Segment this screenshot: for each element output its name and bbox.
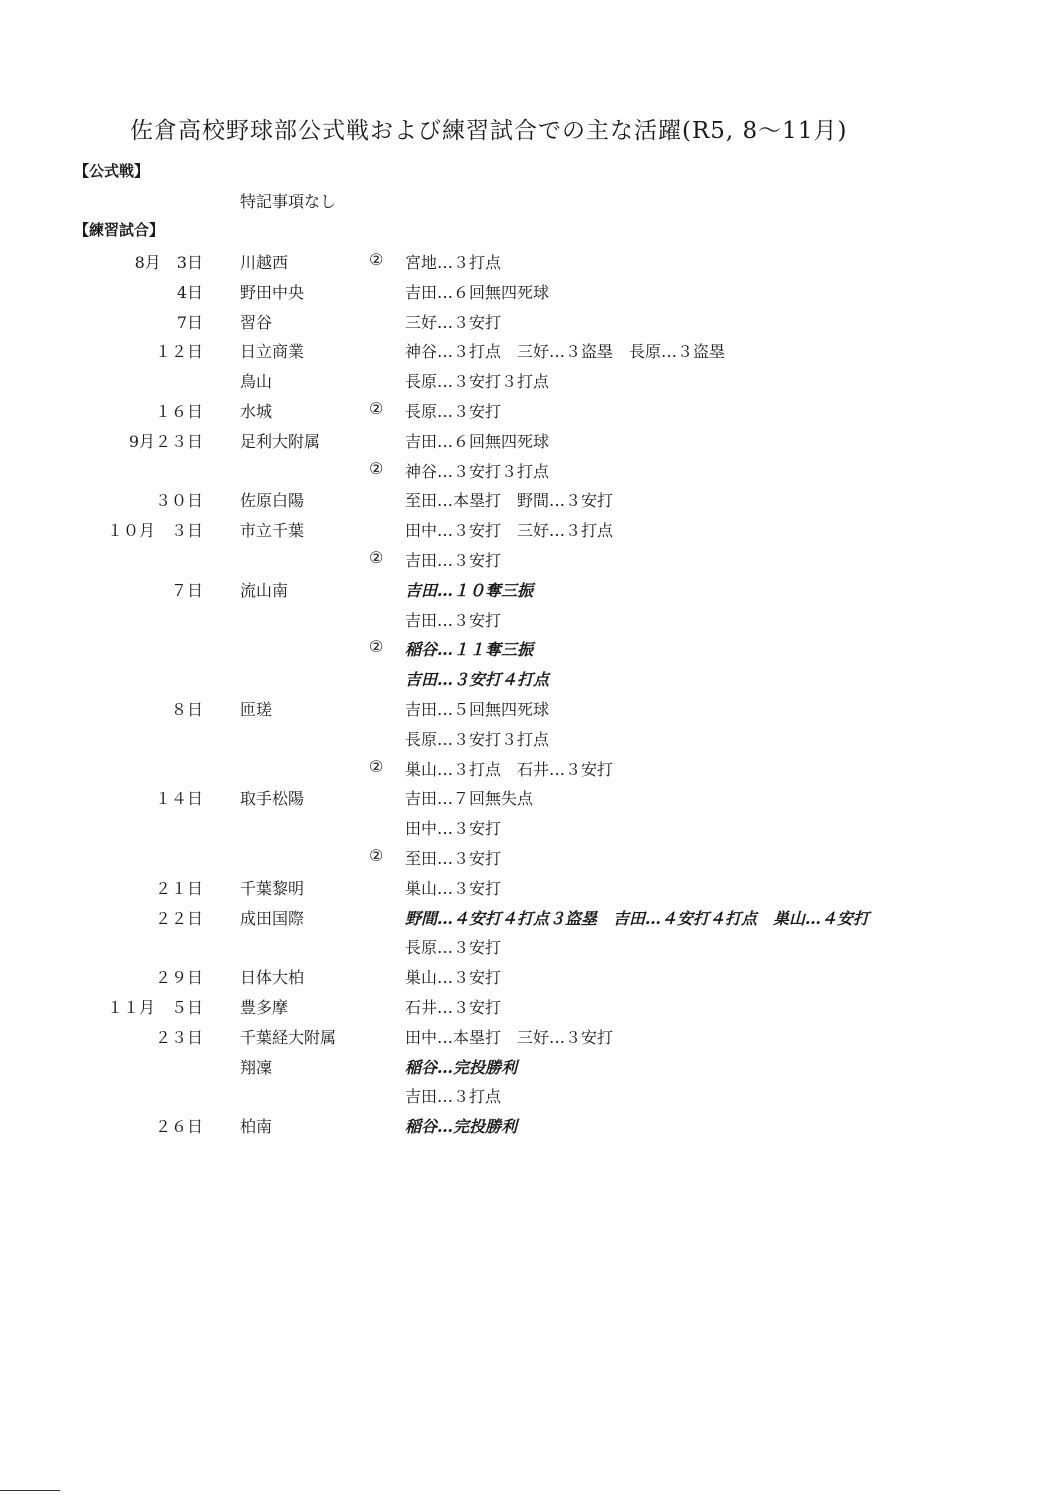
practice-game-row [0,278,1058,308]
practice-opponent: 習谷 [240,312,273,332]
practice-date: ３０日 [154,491,203,511]
practice-game-row [0,457,1058,487]
practice-opponent: 豊多摩 [240,997,289,1017]
practice-opponent: 匝瑳 [240,699,273,719]
practice-game-number: ② [369,756,384,776]
practice-date: ２２日 [154,908,203,928]
practice-highlights: 至田…本塁打 野間…３安打 [405,491,614,511]
practice-date: １６日 [154,401,203,421]
practice-opponent: 野田中央 [240,282,305,302]
practice-game-row [0,397,1058,427]
practice-game-row [0,1112,1058,1142]
practice-game-number: ② [369,250,384,269]
practice-game-row [0,963,1058,993]
practice-date: ２３日 [154,1027,203,1047]
practice-highlights: 長原…３安打３打点 [405,729,550,749]
practice-game-row [0,308,1058,338]
practice-highlights: 神谷…３安打３打点 [405,461,550,481]
practice-game-row [0,844,1058,874]
practice-game-row [0,606,1058,636]
practice-highlights: 吉田…１０奪三振 [405,580,534,600]
practice-date: 7日 [176,312,203,332]
practice-date: ２９日 [154,968,203,988]
practice-highlights: 吉田…５回無四死球 [405,699,550,719]
practice-opponent: 川越西 [240,253,289,272]
practice-game-row [0,248,1058,278]
practice-game-row [0,725,1058,755]
scan-edge-line [0,1490,60,1491]
practice-highlights: 長原…３安打３打点 [405,372,550,392]
practice-game-row [0,784,1058,814]
practice-game-row [0,933,1058,963]
practice-opponent: 千葉黎明 [240,878,305,898]
practice-game-row [0,1053,1058,1083]
practice-highlights: 巣山…３安打 [405,878,502,898]
practice-opponent: 翔凜 [240,1057,273,1077]
practice-highlights: 吉田…３安打４打点 [405,670,550,690]
practice-highlights: 吉田…６回無四死球 [405,282,550,302]
practice-game-row [0,546,1058,576]
practice-game-number: ② [369,845,384,865]
practice-highlights: 巣山…３打点 石井…３安打 [405,759,614,779]
practice-highlights: 稲谷…完投勝利 [405,1117,518,1137]
practice-highlights: 三好…３安打 [405,312,502,332]
practice-highlights: 巣山…３安打 [405,968,502,988]
practice-highlights: 田中…３安打 三好…３打点 [405,521,614,541]
official-games-heading: 【公式戦】 [74,162,150,180]
official-games-note: 特記事項なし [240,192,337,211]
practice-game-row [0,874,1058,904]
practice-opponent: 成田国際 [240,908,305,928]
practice-date: 8月 3日 [134,253,203,272]
practice-game-row [0,814,1058,844]
practice-opponent: 日立商業 [240,342,305,362]
practice-highlights: 吉田…７回無失点 [405,789,534,809]
practice-highlights: 吉田…３安打 [405,610,502,630]
practice-date: ８日 [170,699,203,719]
practice-opponent: 鳥山 [240,372,273,392]
practice-game-row [0,665,1058,695]
practice-highlights: 稲谷…完投勝利 [405,1057,518,1077]
practice-date: 4日 [176,282,203,302]
practice-opponent: 佐原白陽 [240,491,305,511]
practice-highlights: 稲谷…１１奪三振 [405,640,534,660]
practice-date: １４日 [154,789,203,809]
practice-highlights: 長原…３安打 [405,401,502,421]
practice-game-row [0,516,1058,546]
practice-game-row [0,755,1058,785]
practice-opponent: 取手松陽 [240,789,305,809]
practice-highlights: 吉田…３安打 [405,550,502,570]
practice-highlights: 宮地…３打点 [405,253,502,272]
practice-game-number: ② [369,637,384,657]
practice-opponent: 柏南 [240,1117,273,1137]
practice-highlights: 吉田…３打点 [405,1087,502,1107]
practice-date: 9月２３日 [128,431,203,451]
practice-highlights: 至田…３安打 [405,848,502,868]
practice-game-row [0,486,1058,516]
practice-game-number: ② [369,398,384,418]
practice-date: １１月 ５日 [106,997,203,1017]
practice-game-row [0,427,1058,457]
practice-game-row [0,695,1058,725]
practice-game-row [0,576,1058,606]
practice-game-row [0,1082,1058,1112]
practice-highlights: 石井…３安打 [405,997,502,1017]
page-title: 佐倉高校野球部公式戦および練習試合での主な活躍(R5, 8～11月) [130,118,848,144]
practice-highlights: 吉田…６回無四死球 [405,431,550,451]
practice-game-row [0,993,1058,1023]
practice-highlights: 神谷…３打点 三好…３盗塁 長原…３盗塁 [405,342,726,362]
practice-highlights: 田中…本塁打 三好…３安打 [405,1027,614,1047]
practice-date: １０月 ３日 [106,521,203,541]
practice-date: ２１日 [154,878,203,898]
practice-date: ２６日 [154,1117,203,1137]
practice-game-row [0,1023,1058,1053]
practice-highlights: 田中…３安打 [405,819,502,839]
practice-game-number: ② [369,547,384,567]
practice-opponent: 千葉経大附属 [240,1027,337,1047]
practice-opponent: 足利大附属 [240,431,321,451]
practice-opponent: 市立千葉 [240,521,305,541]
practice-date: １２日 [154,342,203,362]
practice-highlights: 野間…４安打４打点３盗塁 吉田…４安打４打点 巣山…４安打 [405,908,870,928]
practice-games-heading: 【練習試合】 [74,221,165,239]
practice-opponent: 日体大柏 [240,968,305,988]
practice-opponent: 水城 [240,401,273,421]
practice-game-row [0,904,1058,934]
practice-opponent: 流山南 [240,580,289,600]
practice-games-list [0,248,1058,1142]
practice-date: ７日 [170,580,203,600]
practice-game-number: ② [369,458,384,478]
practice-highlights: 長原…３安打 [405,938,502,958]
practice-game-row [0,337,1058,367]
practice-game-row [0,367,1058,397]
practice-game-row [0,635,1058,665]
